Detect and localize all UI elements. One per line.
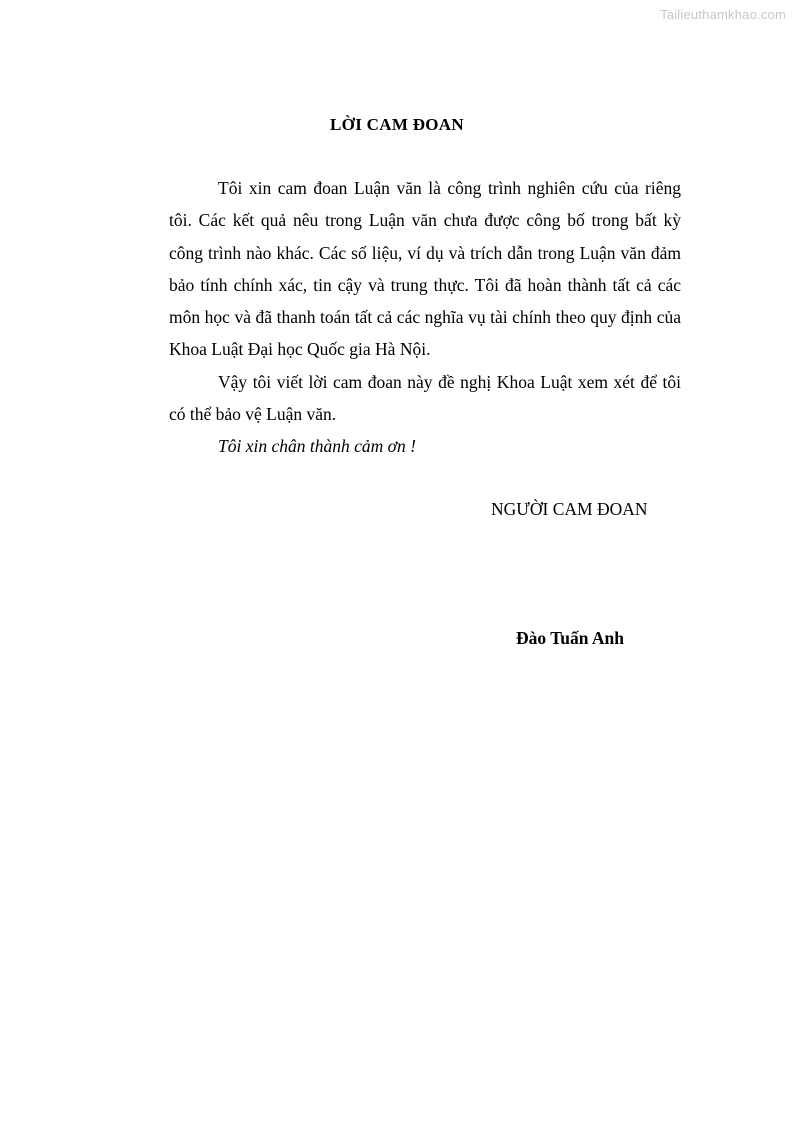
watermark-text: Tailieuthamkhao.com (660, 7, 786, 22)
declaration-body (169, 172, 681, 463)
closing-line: Tôi xin chân thành cảm ơn ! (218, 436, 416, 457)
signer-label: NGƯỜI CAM ĐOAN (491, 499, 648, 519)
declaration-paragraph-1: Tôi xin cam đoan Luận văn là công trình nghiên cứu của riêng tôi. Các kết quả nêu trong Luận văn chưa được công bố trong bất kỳ công trình nào khác. Các số liệu, ví dụ và trích dẫn trong Luận văn đảm bảo tính chính xác, tin cậy và trung thực. Tôi đã hoàn thành tất cả các môn học và đã thanh toán tất cả các nghĩa vụ tài chính theo quy định của Khoa Luật Đại học Quốc gia Hà Nội. (169, 178, 681, 360)
declaration-paragraph-2: Vậy tôi viết lời cam đoan này đề nghị Khoa Luật xem xét để tôi có thể bảo vệ Luận văn. (169, 371, 681, 425)
signer-name: Đào Tuấn Anh (516, 628, 624, 648)
page-title: LỜI CAM ĐOAN (330, 115, 464, 134)
